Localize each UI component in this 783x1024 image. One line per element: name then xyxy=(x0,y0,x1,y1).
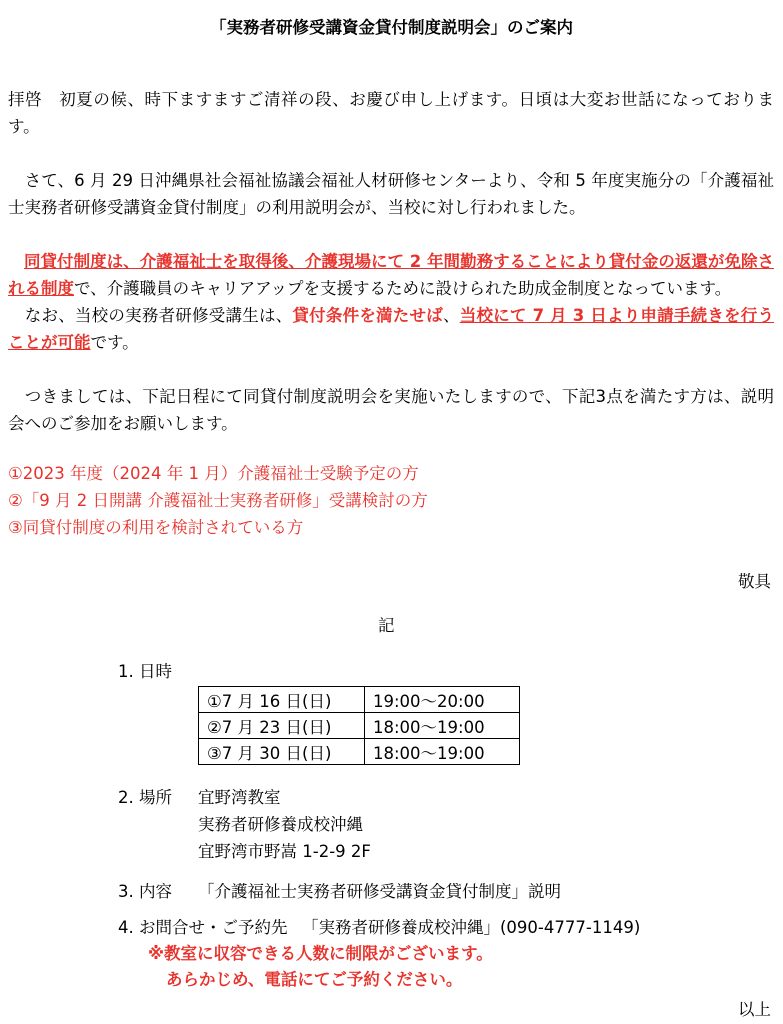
schedule-date: ③7 月 30 日(日) xyxy=(199,739,365,765)
eligibility-highlight: 当校にて 7 月 3 日より申請手続きを行うことが可能 xyxy=(8,306,775,352)
place-line: 宜野湾教室 xyxy=(198,788,281,807)
system-description-paragraph xyxy=(8,248,774,302)
condition-item: ③同貸付制度の利用を検討されている方 xyxy=(8,518,304,537)
document-title: 「実務者研修受講資金貸付制度説明会」のご案内 xyxy=(210,18,573,37)
table-row xyxy=(199,687,520,713)
closing-keigu: 敬具 xyxy=(738,572,771,591)
ki-heading: 記 xyxy=(378,616,395,635)
table-row xyxy=(199,713,520,739)
contact-text: 「実務者研修養成校沖縄」(090-4777-1149) xyxy=(302,918,641,937)
capacity-note: ※教室に収容できる人数に制限がございます。 xyxy=(148,944,493,963)
place-line: 宜野湾市野嵩 1-2-9 2F xyxy=(198,842,371,861)
greeting-paragraph: 拝啓 初夏の候、時下ますますご清祥の段、お慶び申し上げます。日頃は大変お世話になっております。 xyxy=(8,90,774,136)
condition-item: ①2023 年度（2024 年 1 月）介護福祉士受験予定の方 xyxy=(8,464,419,483)
section-contact-label: 4. お問合せ・ご予約先 xyxy=(118,918,288,937)
condition-item: ②「9 月 2 日開講 介護福祉士実務者研修」受講検討の方 xyxy=(8,491,428,510)
eligibility-start: なお、当校の実務者研修受講生は、 xyxy=(8,306,293,325)
schedule-time: 19:00〜20:00 xyxy=(365,687,520,713)
reservation-note: あらかじめ、電話にてご予約ください。 xyxy=(166,970,463,989)
schedule-time: 18:00〜19:00 xyxy=(365,739,520,765)
schedule-date: ①7 月 16 日(日) xyxy=(199,687,365,713)
conditions-list xyxy=(8,460,428,541)
schedule-time: 18:00〜19:00 xyxy=(365,713,520,739)
eligibility-end: です。 xyxy=(90,333,139,352)
system-description-highlight: 同貸付制度は、介護福祉士を取得後、介護現場にて 2 年間勤務することにより貸付金の返還が免除される制度 xyxy=(8,252,774,298)
section-datetime-label: 1. 日時 xyxy=(118,662,172,681)
system-description-rest: で、介護職員のキャリアアップを支援するために設けられた助成金制度となっています。 xyxy=(74,279,732,298)
section-content-label: 3. 内容 xyxy=(118,882,172,901)
place-line: 実務者研修養成校沖縄 xyxy=(198,815,363,834)
background-paragraph: さて、6 月 29 日沖縄県社会福祉協議会福祉人材研修センターより、令和 5 年度実施分の「介護福祉士実務者研修受講資金貸付制度」の利用説明会が、当校に対し行われました。 xyxy=(8,171,774,217)
eligibility-paragraph xyxy=(8,302,774,356)
eligibility-comma: 、 xyxy=(442,306,460,325)
content-text: 「介護福祉士実務者研修受講資金貸付制度」説明 xyxy=(198,882,561,901)
schedule-table xyxy=(198,686,520,765)
table-row xyxy=(199,739,520,765)
schedule-date: ②7 月 23 日(日) xyxy=(199,713,365,739)
eligibility-condition: 貸付条件を満たせば xyxy=(292,306,443,325)
closing-ijo: 以上 xyxy=(738,1000,771,1019)
invitation-paragraph: つきましては、下記日程にて同貸付制度説明会を実施いたしますので、下記3点を満たす方は、説明会へのご参加をお願いします。 xyxy=(8,387,774,433)
section-place-label: 2. 場所 xyxy=(118,788,172,807)
